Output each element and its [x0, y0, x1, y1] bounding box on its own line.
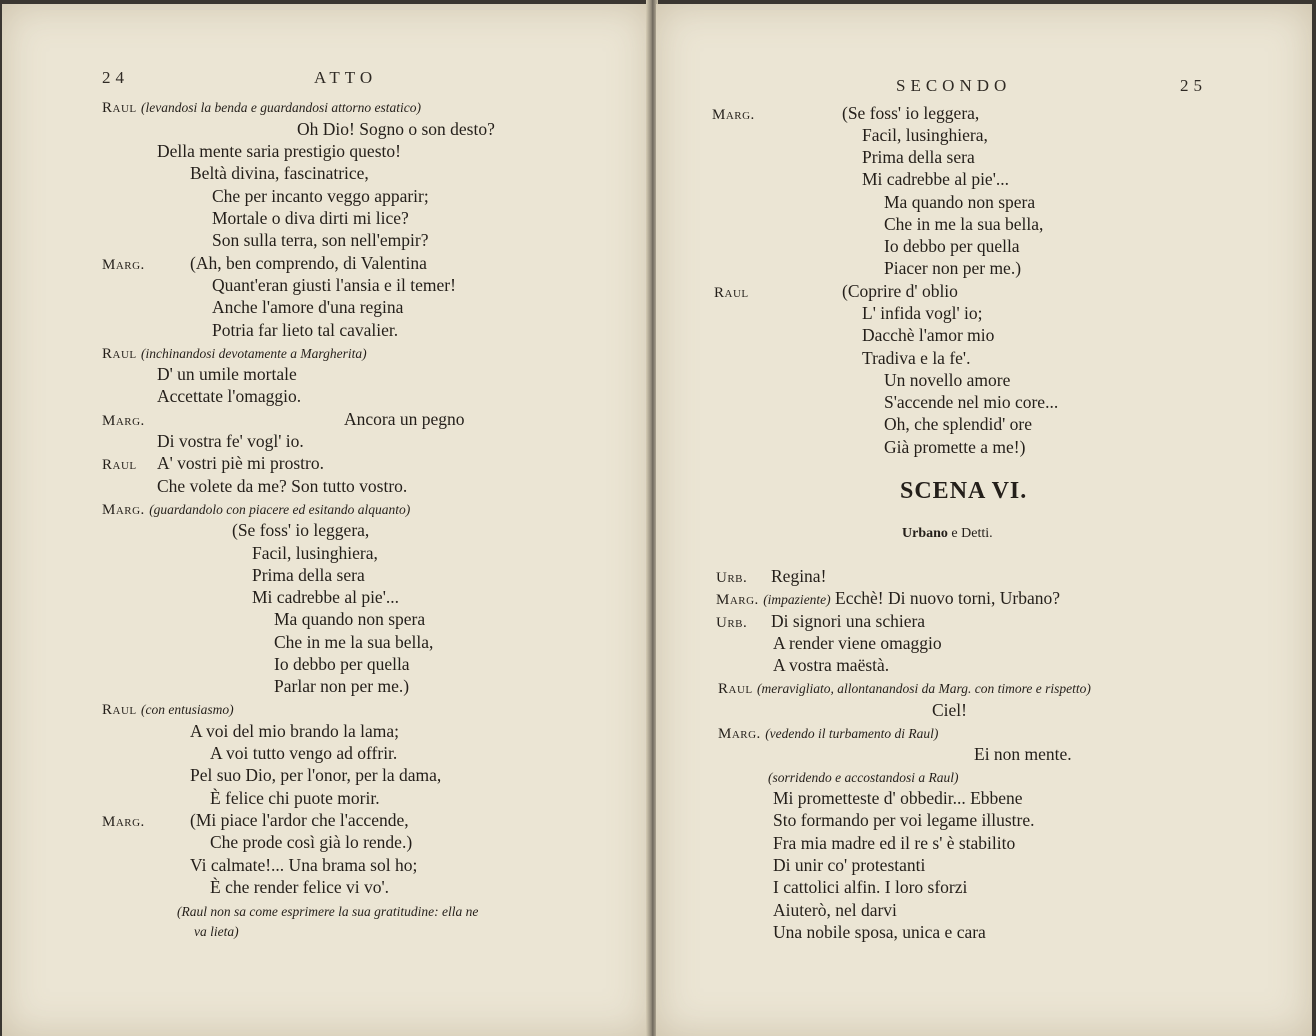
right-line — [712, 103, 755, 125]
left-line: Mi cadrebbe al pie'... — [252, 587, 399, 607]
left-line — [102, 810, 145, 832]
right-line: S'accende nel mio core... — [884, 392, 1059, 412]
speaker-name: Marg. — [718, 726, 761, 742]
right-line: Che in me la sua bella, — [884, 214, 1044, 234]
left-line: Che volete da me? Son tutto vostro. — [157, 476, 408, 496]
left-line: Che in me la sua bella, — [274, 632, 434, 652]
left-line: È felice chi puote morir. — [210, 788, 380, 808]
stage-direction: (Raul non sa come esprimere la sua gratitudine: ella ne — [177, 904, 479, 919]
left-line: Potria far lieto tal cavalier. — [212, 320, 399, 340]
right-line — [718, 722, 938, 744]
right-line: Già promette a me!) — [884, 437, 1026, 457]
right-line: A render viene omaggio — [773, 633, 942, 653]
left-line: (Mi piace l'ardor che l'accende, — [190, 810, 409, 830]
left-line: Prima della sera — [252, 565, 365, 585]
left-line — [102, 453, 137, 475]
right-line: Facil, lusinghiera, — [862, 125, 988, 145]
right-line: Dacchè l'amor mio — [862, 325, 995, 345]
speaker-name: Raul — [102, 702, 137, 718]
right-line: Di signori una schiera — [771, 611, 926, 631]
left-line: Quant'eran giusti l'ansia e il temer! — [212, 275, 456, 295]
left-line — [102, 698, 234, 720]
stage-direction: (meravigliato, allontanandosi da Marg. con timore e rispetto) — [757, 681, 1091, 696]
speaker-name: Marg. — [716, 592, 759, 608]
left-line: Oh Dio! Sogno o son desto? — [297, 119, 495, 139]
left-line — [102, 253, 145, 275]
left-line: Della mente saria prestigio questo! — [157, 141, 401, 161]
stage-direction: (vedendo il turbamento di Raul) — [765, 726, 939, 741]
right-line: Sto formando per voi legame illustre. — [773, 810, 1035, 830]
speaker-name: Marg. — [102, 814, 145, 830]
left-line: Io debbo per quella — [274, 654, 410, 674]
stage-direction: (sorridendo e accostandosi a Raul) — [768, 770, 959, 785]
right-line: Aiuterò, nel darvi — [773, 900, 897, 920]
speaker-name: Raul — [714, 285, 749, 301]
scene-title: SCENA VI. — [900, 478, 1028, 504]
left-line — [177, 900, 478, 922]
left-line — [102, 342, 367, 364]
scene-cast — [902, 526, 993, 542]
right-line: Io debbo per quella — [884, 236, 1020, 256]
right-line: Oh, che splendid' ore — [884, 414, 1032, 434]
right-page — [656, 4, 1312, 1036]
speaker-name: Raul — [102, 457, 137, 473]
left-line: A' vostri piè mi prostro. — [157, 453, 324, 473]
speaker-name: Urb. — [716, 615, 748, 631]
left-line: Anche l'amore d'una regina — [212, 297, 404, 317]
left-line: Facil, lusinghiera, — [252, 543, 378, 563]
left-line: Son sulla terra, son nell'empir? — [212, 230, 429, 250]
left-line: Che per incanto veggo apparir; — [212, 186, 429, 206]
left-line: Beltà divina, fascinatrice, — [190, 163, 369, 183]
left-line: Parlar non per me.) — [274, 676, 410, 696]
right-line — [714, 281, 749, 303]
right-line: (Se foss' io leggera, — [842, 103, 980, 123]
right-line: Ei non mente. — [974, 744, 1072, 764]
scene-cast-rest: e Detti. — [947, 526, 993, 541]
right-line: Mi prometteste d' obbedir... Ebbene — [773, 788, 1023, 808]
left-line — [194, 920, 239, 942]
right-line: Prima della sera — [862, 147, 975, 167]
right-running-head: SECONDO — [896, 76, 1012, 95]
right-line — [716, 588, 1060, 610]
line-text: Ecchè! Di nuovo torni, Urbano? — [830, 588, 1061, 608]
left-line: Vi calmate!... Una brama sol ho; — [190, 855, 418, 875]
stage-direction: (guardandolo con piacere ed esitando alquanto) — [149, 502, 411, 517]
right-line: A vostra maëstà. — [773, 655, 890, 675]
stage-direction: (levandosi la benda e guardandosi attorno estatico) — [141, 100, 421, 115]
left-line: A voi del mio brando la lama; — [190, 721, 399, 741]
right-line: (Coprire d' oblio — [842, 281, 958, 301]
left-line: È che render felice vi vo'. — [210, 877, 390, 897]
speaker-name: Raul — [718, 681, 753, 697]
right-line: Fra mia madre ed il re s' è stabilito — [773, 833, 1016, 853]
right-page-number: 25 — [1180, 76, 1207, 95]
speaker-name: Raul — [102, 346, 137, 362]
left-line: Pel suo Dio, per l'onor, per la dama, — [190, 765, 442, 785]
right-line — [716, 611, 747, 633]
right-line: Un novello amore — [884, 370, 1011, 390]
scene-cast-bold: Urbano — [902, 526, 948, 541]
right-line: Una nobile sposa, unica e cara — [773, 922, 986, 942]
left-line: Che prode così già lo rende.) — [210, 832, 413, 852]
left-line: (Se foss' io leggera, — [232, 520, 370, 540]
right-line: L' infida vogl' io; — [862, 303, 983, 323]
left-line — [102, 409, 145, 431]
left-line: A voi tutto vengo ad offrir. — [210, 743, 398, 763]
left-line — [102, 96, 421, 118]
speaker-name: Raul — [102, 100, 137, 116]
right-line: Di unir co' protestanti — [773, 855, 926, 875]
speaker-name: Marg. — [102, 257, 145, 273]
speaker-name: Marg. — [102, 502, 145, 518]
left-line: D' un umile mortale — [157, 364, 297, 384]
left-line: (Ah, ben comprendo, di Valentina — [190, 253, 427, 273]
stage-direction: (impaziente) — [763, 592, 831, 607]
right-line: Tradiva e la fe'. — [862, 348, 971, 368]
right-line — [718, 677, 1091, 699]
right-line: Ciel! — [932, 700, 967, 720]
speaker-name: Urb. — [716, 570, 748, 586]
left-page-number: 24 — [102, 68, 129, 87]
right-line: Mi cadrebbe al pie'... — [862, 169, 1009, 189]
left-page — [2, 4, 650, 1036]
stage-direction: va lieta) — [194, 924, 239, 939]
left-line: Ma quando non spera — [274, 609, 426, 629]
stage-direction: (con entusiasmo) — [141, 702, 234, 717]
right-line: I cattolici alfin. I loro sforzi — [773, 877, 968, 897]
stage-direction: (inchinandosi devotamente a Margherita) — [141, 346, 367, 361]
left-line: Mortale o diva dirti mi lice? — [212, 208, 409, 228]
right-line — [768, 766, 958, 788]
left-running-head: ATTO — [314, 68, 378, 87]
left-line — [102, 498, 410, 520]
right-line: Regina! — [771, 566, 827, 586]
left-line: Accettate l'omaggio. — [157, 386, 302, 406]
right-line — [716, 566, 747, 588]
left-line: Di vostra fe' vogl' io. — [157, 431, 304, 451]
speaker-name: Marg. — [102, 413, 145, 429]
right-line: Ma quando non spera — [884, 192, 1036, 212]
left-line: Ancora un pegno — [344, 409, 465, 429]
right-line: Piacer non per me.) — [884, 258, 1022, 278]
speaker-name: Marg. — [712, 107, 755, 123]
